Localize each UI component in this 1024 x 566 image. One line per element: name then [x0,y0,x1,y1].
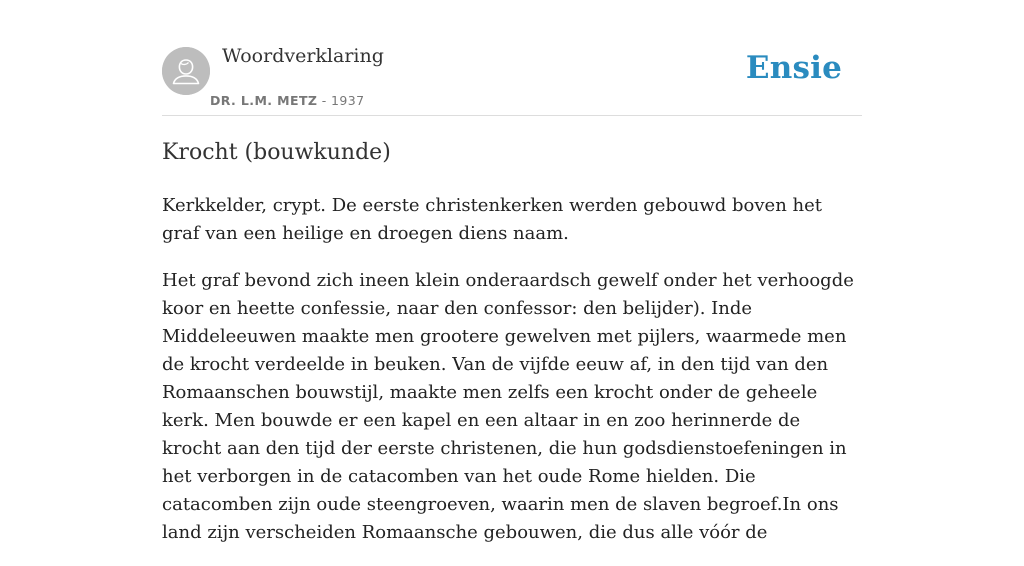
source-meta [210,93,364,108]
entry-title: Krocht (bouwkunde) [162,140,391,165]
ensie-logo[interactable]: Ensie [745,50,842,86]
author-name[interactable]: DR. L.M. METZ [210,93,318,108]
entry-paragraph: Het graf bevond zich ineen klein onderaardsch gewelf onder het verhoogde koor en heette confessie, naar den confessor: den belijder). Inde Middeleeuwen maakte men grootere gewelven met pijlers, waarmede men de krocht verdeelde in beuken. Van de vijfde eeuw af, in den tijd van den Romaanschen bouwstijl, maakte men zelfs een krocht onder de geheele kerk. Men bouwde er een kapel en een altaar in en zoo herinnerde de krocht aan den tijd der eerste christenen, die hun godsdienstoefeningen in het verborgen in de catacomben van het oude Rome hielden. Die catacomben zijn oude steengroeven, waarin men de slaven begroef.In ons land zijn verscheiden Romaansche gebouwen, die dus alle vóór de [162,270,854,543]
source-title[interactable]: Woordverklaring [222,45,384,67]
publication-year: 1937 [331,93,365,108]
meta-separator: - [317,93,332,108]
person-icon [162,47,210,95]
entry-body [162,192,862,566]
user-avatar-icon[interactable] [162,47,210,95]
page [162,0,862,543]
source-header [162,0,862,116]
entry-paragraph: Kerkkelder, crypt. De eerste christenkerken werden gebouwd boven het graf van een heilige en droegen diens naam. [162,195,822,244]
